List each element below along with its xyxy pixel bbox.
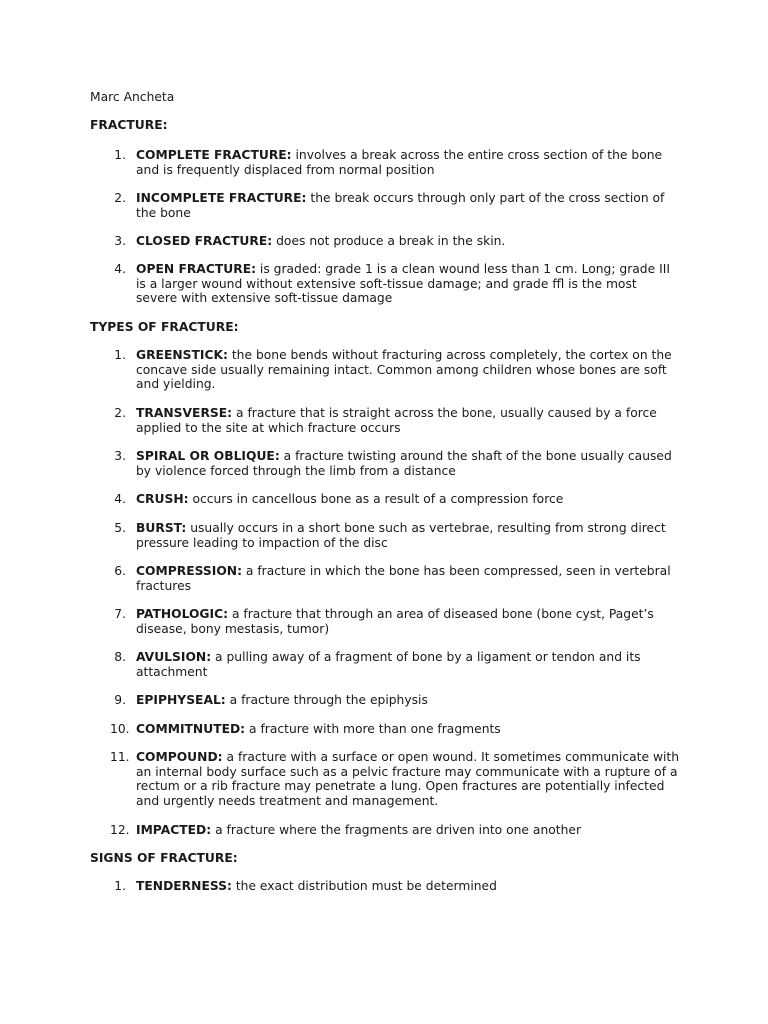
- list-item: [90, 449, 680, 478]
- item-number: 12.: [110, 823, 130, 837]
- item-term: COMPLETE FRACTURE:: [136, 148, 292, 162]
- item-number: 2.: [114, 406, 126, 420]
- item-term: COMPRESSION:: [136, 564, 242, 578]
- item-text: a fracture with a surface or open wound. It sometimes communicate with an internal body surface such as a pelvic fracture may communicate with a rupture of a rectum or a rib fracture may penetrate a lung. Open fractures are potentially infected and urgently needs treatment and management.: [136, 750, 680, 808]
- section-heading: FRACTURE:: [90, 118, 168, 132]
- list-item: [90, 564, 680, 593]
- item-text: occurs in cancellous bone as a result of a compression force: [188, 492, 564, 506]
- item-number: 11.: [110, 750, 130, 764]
- item-number: 1.: [114, 348, 126, 362]
- item-term: PATHOLOGIC:: [136, 607, 229, 621]
- item-number: 2.: [114, 191, 126, 205]
- item-term: GREENSTICK:: [136, 348, 228, 362]
- list-item: [90, 148, 680, 177]
- list-item: [90, 521, 680, 550]
- list-item: [90, 262, 680, 306]
- item-number: 10.: [110, 722, 130, 736]
- list-item: [90, 650, 680, 679]
- list-item: [90, 607, 680, 636]
- item-term: TENDERNESS:: [136, 879, 232, 893]
- item-term: AVULSION:: [136, 650, 212, 664]
- section-heading: TYPES OF FRACTURE:: [90, 320, 239, 334]
- list-item: [90, 750, 680, 808]
- item-number: 9.: [114, 693, 126, 707]
- item-term: CLOSED FRACTURE:: [136, 234, 273, 248]
- list-item: [90, 823, 680, 838]
- item-term: INCOMPLETE FRACTURE:: [136, 191, 307, 205]
- list-item: [90, 406, 680, 435]
- list-item: [90, 693, 680, 708]
- list-item: [90, 234, 680, 249]
- item-number: 4.: [114, 262, 126, 276]
- list-item: [90, 879, 680, 894]
- item-number: 3.: [114, 234, 126, 248]
- list-item: [90, 348, 680, 392]
- item-text: a pulling away of a fragment of bone by a ligament or tendon and its attachment: [136, 650, 641, 679]
- item-text: does not produce a break in the skin.: [272, 234, 506, 248]
- item-number: 7.: [114, 607, 126, 621]
- item-number: 6.: [114, 564, 126, 578]
- item-text: is graded: grade 1 is a clean wound less than 1 cm. Long; grade III is a larger wound without extensive soft-tissue damage; and grade ffl is the most severe with extensive soft-tissue damage: [136, 262, 670, 306]
- item-number: 8.: [114, 650, 126, 664]
- item-term: SPIRAL OR OBLIQUE:: [136, 449, 280, 463]
- item-text: a fracture through the epiphysis: [225, 693, 428, 707]
- item-number: 1.: [114, 879, 126, 893]
- item-text: a fracture where the fragments are driven into one another: [211, 823, 581, 837]
- author-name: Marc Ancheta: [90, 90, 175, 104]
- item-text: a fracture that is straight across the bone, usually caused by a force applied to the site at which fracture occurs: [136, 406, 657, 435]
- list-item: [90, 492, 680, 507]
- item-term: CRUSH:: [136, 492, 189, 506]
- item-term: COMPOUND:: [136, 750, 223, 764]
- item-text: a fracture twisting around the shaft of the bone usually caused by violence forced through the limb from a distance: [136, 449, 672, 478]
- item-number: 3.: [114, 449, 126, 463]
- item-text: a fracture with more than one fragments: [245, 722, 501, 736]
- item-term: TRANSVERSE:: [136, 406, 233, 420]
- item-text: the exact distribution must be determined: [231, 879, 497, 893]
- item-term: COMMITNUTED:: [136, 722, 246, 736]
- item-term: BURST:: [136, 521, 187, 535]
- item-text: the break occurs through only part of the cross section of the bone: [136, 191, 665, 220]
- item-term: OPEN FRACTURE:: [136, 262, 257, 276]
- item-text: a fracture that through an area of diseased bone (bone cyst, Paget’s disease, bony mestasis, tumor): [136, 607, 654, 636]
- item-term: IMPACTED:: [136, 823, 212, 837]
- item-text: the bone bends without fracturing across completely, the cortex on the concave side usually remaining intact. Common among children whose bones are soft and yielding.: [136, 348, 672, 392]
- item-number: 5.: [114, 521, 126, 535]
- item-text: a fracture in which the bone has been compressed, seen in vertebral fractures: [136, 564, 671, 593]
- item-text: involves a break across the entire cross section of the bone and is frequently displaced from normal position: [136, 148, 663, 177]
- section-heading: SIGNS OF FRACTURE:: [90, 851, 238, 865]
- list-item: [90, 722, 680, 737]
- item-number: 1.: [114, 148, 126, 162]
- item-text: usually occurs in a short bone such as vertebrae, resulting from strong direct pressure leading to impaction of the disc: [136, 521, 666, 550]
- item-term: EPIPHYSEAL:: [136, 693, 226, 707]
- list-item: [90, 191, 680, 220]
- item-number: 4.: [114, 492, 126, 506]
